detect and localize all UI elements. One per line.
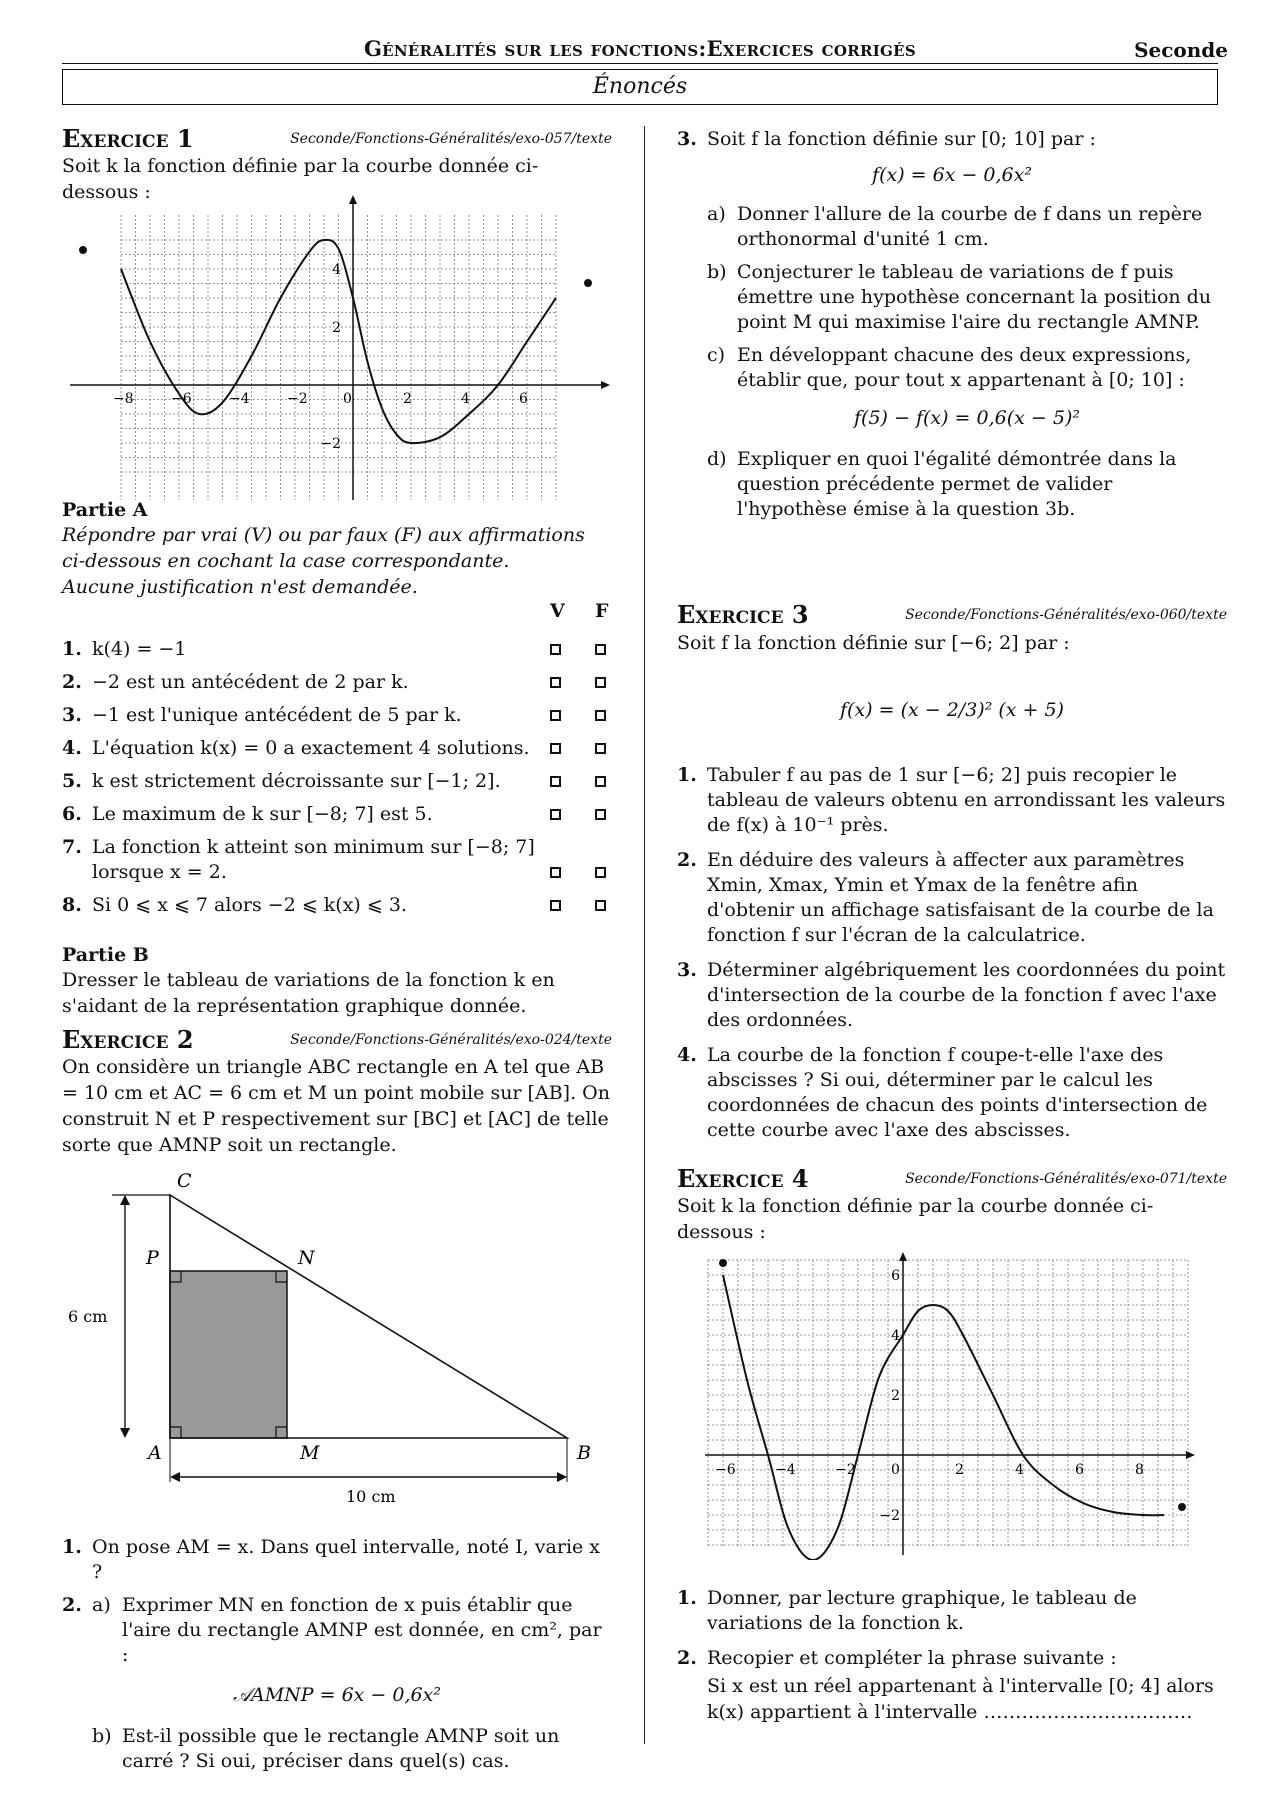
exercise-3-intro: Soit f la fonction définie sur [−6; 2] par : [677,632,1070,654]
label-p: P [146,1247,159,1269]
x-tick-label: −8 [113,391,134,407]
x-axis-arrow [1186,1451,1195,1459]
checkbox-f[interactable] [595,677,606,688]
x-tick-label: −4 [775,1462,796,1478]
exercise-2-questions [62,1535,612,1782]
statement-row: 6. Le maximum de k sur [−8; 7] est 5. [62,798,622,831]
y-axis-arrow [899,1252,907,1261]
statement-row: 5. k est strictement décroissante sur [−1; 2]. [62,765,622,798]
question-3a: a) Donner l'allure de la courbe de f dans un repère orthonormal d'unité 1 cm. [707,203,1203,250]
statement-row: 8. Si 0 ⩽ x ⩽ 7 alors −2 ⩽ k(x) ⩽ 3. [62,889,622,922]
y-tick-label: 6 [891,1268,900,1284]
y-tick-label: −2 [879,1508,900,1524]
level-label: Seconde [1134,38,1228,62]
checkbox-f[interactable] [595,644,606,655]
part-a-title: Partie A [62,499,148,521]
exercise-4-intro: Soit k la fonction définie par la courbe donnée ci-dessous : [677,1195,1154,1243]
label-m: M [300,1442,320,1464]
x-tick-label: 4 [461,391,470,407]
y-tick-label: 4 [332,262,341,278]
x-tick-label: −6 [715,1462,736,1478]
x-tick-label: −6 [171,391,192,407]
part-a-note: Aucune justification n'est demandée. [62,576,418,598]
x-tick-label: 4 [1015,1462,1024,1478]
exercise-1-title: Exercice 1 [62,124,194,153]
x-tick-label: 2 [955,1462,964,1478]
x-tick-label: −4 [229,391,250,407]
exercise-1-intro: Soit k la fonction définie par la courbe donnée ci-dessous : [62,155,539,203]
question-2: 2. a) Exprimer MN en fonction de x puis établir que l'aire du rectangle AMNP est donnée, en cm², par : [62,1593,612,1668]
x-tick-label: −2 [835,1462,856,1478]
list-item: 4. La courbe de la fonction f coupe-t-elle l'axe des abscisses ? Si oui, déterminer par le calcul les coordonnées de chacun des points d'intersection de cette courbe avec l'axe des abscisses. [677,1044,1208,1141]
x-tick-label: 2 [403,391,412,407]
checkbox-f[interactable] [595,900,606,911]
exercise-1-header [62,124,612,153]
checkbox-f[interactable] [595,743,606,754]
statement-row: 7. La fonction k atteint son minimum sur [−8; 7] lorsque x = 2. [62,831,622,889]
f-formula: f(x) = 6x − 0,6x² [872,164,1032,186]
identity-formula: f(5) − f(x) = 0,6(x − 5)² [854,407,1080,429]
label-c: C [177,1170,192,1192]
triangle-figure [62,1165,622,1505]
completion-sentence: Si x est un réel appartenant à l'intervalle [0; 4] alors k(x) appartient à l'intervalle …………………………… [707,1675,1214,1723]
x-tick-label: 0 [343,391,352,407]
checkbox-f[interactable] [595,809,606,820]
checkbox-v[interactable] [550,710,561,721]
part-b-text: Dresser le tableau de variations de la fonction k en s'aidant de la représentation graphique donnée. [62,969,555,1017]
question-3b: b) Conjecturer le tableau de variations de f puis émettre une hypothèse concernant la position du point M qui maximise l'aire du rectangle AMNP. [707,261,1212,333]
exercise-2-continued [677,127,1227,530]
question-2b: b) Est-il possible que le rectangle AMNP soit un carré ? Si oui, préciser dans quel(s) cas. [92,1725,560,1772]
y-tick-label: 4 [891,1328,900,1344]
endpoint-left [719,1259,727,1267]
statement-row: 4. L'équation k(x) = 0 a exactement 4 solutions. [62,732,622,765]
endpoint-right [1178,1503,1186,1511]
column-v: V [550,600,565,622]
column-divider [644,126,645,1744]
label-a: A [148,1442,162,1464]
question-3c: c) En développant chacune des deux expressions, établir que, pour tout x appartenant à [0; 10] : [707,344,1192,391]
y-tick-label: −2 [320,436,341,452]
question-2a: a) Exprimer MN en fonction de x puis établir que l'aire du rectangle AMNP est donnée, en cm², par : [92,1594,602,1666]
header-rule [62,63,1218,64]
column-f: F [595,600,609,622]
endpoint-left [79,246,87,254]
exercise-4-graph [700,1250,1200,1560]
label-width: 10 cm [346,1487,396,1505]
part-b-title: Partie B [62,944,149,966]
statement-row: 2. −2 est un antécédent de 2 par k. [62,666,622,699]
checkbox-v[interactable] [550,900,561,911]
exercise-1-graph [60,195,620,505]
exercise-2-title: Exercice 2 [62,1025,194,1054]
question-3d: d) Expliquer en quoi l'égalité démontrée dans la question précédente permet de valider l'hypothèse émise à la question 3b. [707,448,1177,520]
x-tick-label: 6 [1075,1462,1084,1478]
exercise-2-intro: On considère un triangle ABC rectangle en A tel que AB = 10 cm et AC = 6 cm et M un point mobile sur [AB]. On construit N et P respectivement sur [BC] et [AC] de telle sorte que AMNP soit un rectangle. [62,1056,610,1156]
y-tick-label: 2 [891,1388,900,1404]
label-height: 6 cm [68,1307,108,1326]
checkbox-v[interactable] [550,867,561,878]
x-tick-label: 0 [891,1462,900,1478]
exercise-4-header [677,1164,1227,1193]
checkbox-v[interactable] [550,677,561,688]
exercise-2-header [62,1025,612,1054]
part-a-instruction: Répondre par vrai (V) ou par faux (F) aux affirmations ci-dessous en cochant la case correspondante. [62,524,585,572]
area-formula: 𝒜AMNP = 6x − 0,6x² [233,1684,441,1706]
graph-grid [121,215,556,500]
statement-row: 3. −1 est l'unique antécédent de 5 par k. [62,699,622,732]
exercise-4-ref: Seconde/Fonctions-Généralités/exo-071/texte [905,1171,1227,1187]
list-item: 1. Donner, par lecture graphique, le tableau de variations de la fonction k. [677,1587,1137,1634]
exercise-3-questions [677,763,1227,1151]
checkbox-f[interactable] [595,776,606,787]
rectangle-amnp [170,1271,287,1438]
label-n: N [298,1247,315,1269]
x-tick-label: −2 [287,391,308,407]
y-tick-label: 2 [332,320,341,336]
question-1: 1. On pose AM = x. Dans quel intervalle, noté I, varie x ? [62,1536,601,1583]
exercise-4-questions [677,1586,1227,1725]
exercise-4-title: Exercice 4 [677,1164,809,1193]
list-item: 2. En déduire des valeurs à affecter aux paramètres Xmin, Xmax, Ymin et Ymax de la fenêtre afin d'obtenir un affichage satisfaisant de la courbe de la fonction f sur l'écran de la calculatrice. [677,849,1214,946]
exercise-3-ref: Seconde/Fonctions-Généralités/exo-060/texte [905,607,1227,623]
x-tick-label: 8 [1135,1462,1144,1478]
list-item: 2. Recopier et compléter la phrase suivante : [677,1647,1117,1669]
exercise-2-ref: Seconde/Fonctions-Généralités/exo-024/texte [290,1032,612,1048]
y-axis-arrow [349,195,357,204]
label-b: B [577,1442,591,1464]
exercise-3-title: Exercice 3 [677,600,809,629]
x-tick-label: 6 [519,391,528,407]
page-title: Généralités sur les fonctions:Exercices corrigés [363,36,917,61]
section-title: Énoncés [62,69,1218,105]
checkbox-f[interactable] [595,710,606,721]
endpoint-right [584,279,592,287]
checkbox-v[interactable] [550,776,561,787]
x-axis-arrow [601,381,610,389]
statement-row: 1. k(4) = −1 [62,633,622,666]
checkbox-v[interactable] [550,644,561,655]
checkbox-f[interactable] [595,867,606,878]
list-item: 3. Déterminer algébriquement les coordonnées du point d'intersection de la courbe de la fonction f avec l'axe des ordonnées. [677,959,1226,1031]
true-false-list [62,633,622,922]
checkbox-v[interactable] [550,743,561,754]
exercise-3-formula: f(x) = (x − 2/3)² (x + 5) [840,699,1064,721]
list-item: 1. Tabuler f au pas de 1 sur [−6; 2] puis recopier le tableau de valeurs obtenu en arrondissant les valeurs de f(x) à 10⁻¹ près. [677,764,1226,836]
exercise-1-ref: Seconde/Fonctions-Généralités/exo-057/texte [290,131,612,147]
checkbox-v[interactable] [550,809,561,820]
question-3: 3. Soit f la fonction définie sur [0; 10] par : [677,128,1096,150]
exercise-3-header [677,600,1227,629]
